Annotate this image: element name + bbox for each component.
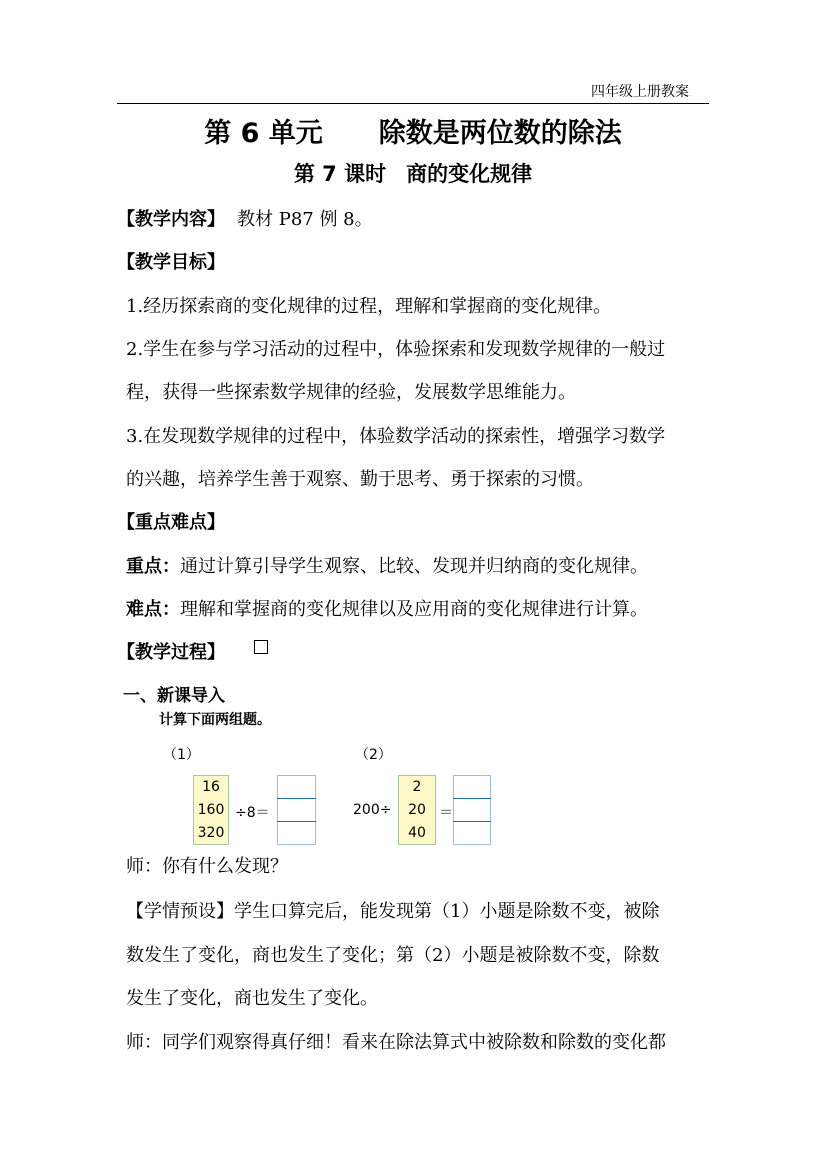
key-point-label: 重点： [126,556,180,577]
prediction-line: 数发生了变化，商也发生了变化；第（2）小题是被除数不变，除数 [126,945,660,966]
prediction-line: 【学情预设】学生口算完后，能发现第（1）小题是除数不变，被除 [126,901,660,922]
divisor-cell: 20 [408,802,426,818]
goal-line: 的兴趣，培养学生善于观察、勤于思考、勇于探索的习惯。 [126,469,594,490]
teaching-content-text: 教材 P87 例 8。 [237,209,373,230]
goal-line: 3.在发现数学规律的过程中，体验数学活动的探索性，增强学习数学 [126,426,666,447]
checkbox-square [254,640,268,654]
difficult-point [126,595,648,621]
dividend-cell: 160 [197,802,225,818]
divisor-cell: 2 [412,779,422,795]
unit-number: 第 6 单元 [204,118,323,149]
teacher-question: 师：你有什么发现？ [126,856,288,877]
goal-line: 2.学生在参与学习活动的过程中，体验探索和发现数学规律的一般过 [126,339,666,360]
group1-operator: ÷8＝ [235,805,270,821]
key-point-text: 通过计算引导学生观察、比较、发现并归纳商的变化规律。 [180,556,648,577]
key-point [126,552,648,578]
difficult-point-label: 难点： [126,599,180,620]
instruction-text: 计算下面两组题。 [159,712,271,728]
group2-answer-blanks[interactable] [453,775,491,845]
goal-line: 1.经历探索商的变化规律的过程，理解和掌握商的变化规律。 [126,296,612,317]
group2-label: （2） [355,747,392,763]
unit-title [117,111,709,150]
lesson-name: 商的变化规律 [406,162,533,186]
process-heading: 【教学过程】 [117,642,225,663]
goal-line: 程，获得一些探索数学规律的经验，发展数学思维能力。 [126,382,576,403]
group1-dividend-column [193,775,229,845]
teacher-comment: 师：同学们观察得真仔细！看来在除法算式中被除数和除数的变化都 [126,1032,666,1053]
divisor-cell: 40 [408,825,426,841]
answer-separator [277,798,316,799]
section-title: 一、新课导入 [123,686,225,706]
page-header-text: 四年级上册教案 [591,84,689,100]
group2-equals: ＝ [439,805,453,821]
difficult-point-text: 理解和掌握商的变化规律以及应用商的变化规律进行计算。 [180,599,648,620]
group1-answer-blanks[interactable] [277,775,316,845]
key-points-heading: 【重点难点】 [117,512,225,533]
group2-dividend: 200÷ [353,802,392,818]
prediction-line: 发生了变化，商也发生了变化。 [126,988,378,1009]
teaching-content-label: 【教学内容】 [117,209,225,230]
answer-separator [453,821,491,822]
group2-divisor-column [398,775,436,845]
group1-label: （1） [163,747,200,763]
answer-separator [453,798,491,799]
goals-heading: 【教学目标】 [117,252,225,273]
dividend-cell: 320 [197,825,225,841]
answer-separator [277,821,316,822]
lesson-title [117,158,709,188]
unit-name: 除数是两位数的除法 [378,118,622,149]
teaching-content [117,205,373,231]
lesson-number: 第 7 课时 [293,162,387,186]
header-rule [117,103,709,104]
dividend-cell: 16 [202,779,220,795]
